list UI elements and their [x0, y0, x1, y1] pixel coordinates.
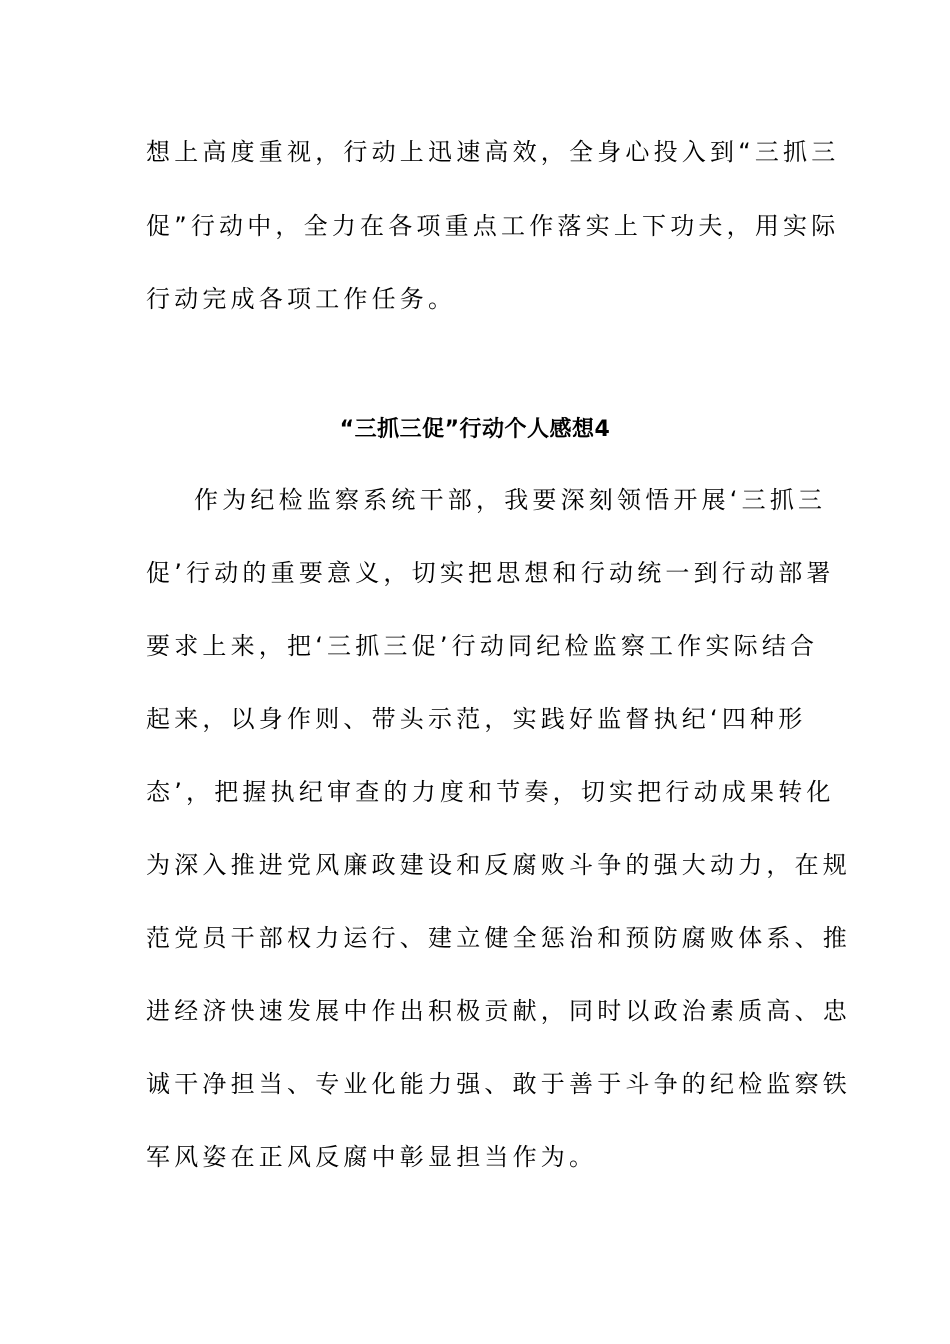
body-text-line: 进经济快速发展中作出积极贡献，同时以政治素质高、忠	[146, 997, 851, 1025]
body-text-line: 范党员干部权力运行、建立健全惩治和预防腐败体系、推	[146, 924, 851, 952]
body-text-line: 想上高度重视，行动上迅速高效，全身心投入到“三抓三	[146, 138, 840, 166]
body-text-line: 行动完成各项工作任务。	[146, 285, 457, 313]
section-title: “三抓三促”行动个人感想4	[339, 417, 611, 442]
body-text-line: 要求上来，把‘三抓三促’行动同纪检监察工作实际结合	[146, 632, 819, 660]
body-text-line: 军风姿在正风反腐中彰显担当作为。	[146, 1143, 598, 1171]
body-text-line: 作为纪检监察系统干部，我要深刻领悟开展‘三抓三	[194, 486, 827, 514]
body-text-line: 起来，以身作则、带头示范，实践好监督执纪‘四种形	[146, 705, 807, 733]
body-text-line: 促”行动中，全力在各项重点工作落实上下功夫，用实际	[146, 212, 840, 240]
body-text-line: 促’行动的重要意义，切实把思想和行动统一到行动部署	[146, 559, 835, 587]
body-text-line: 诚干净担当、专业化能力强、敢于善于斗争的纪检监察铁	[146, 1070, 851, 1098]
body-text-line: 为深入推进党风廉政建设和反腐败斗争的强大动力，在规	[146, 851, 851, 879]
body-text-line: 态’，把握执纪审查的力度和节奏，切实把行动成果转化	[146, 778, 835, 806]
